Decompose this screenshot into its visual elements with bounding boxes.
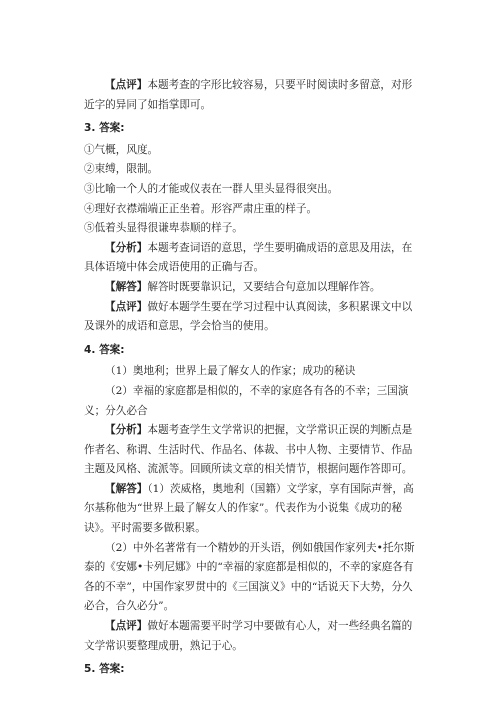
answer-text: （1）茨威格，奥地利（国籍）文学家，享有国际声誉，高尔基称他为“世界上最了解女人的作家”。代表作为小说集《成功的秘诀》。平时需要多做积累。 bbox=[84, 482, 414, 535]
q3-item-3: ③比喻一个人的才能或仪表在一群人里头显得很突出。 bbox=[84, 182, 339, 195]
analysis-text: 本题考查词语的意思，学生要明确成语的意思及用法，在具体语境中体会成语使用的正确与否。 bbox=[84, 241, 413, 274]
q3-item-5: ⑤低着头显得很谦卑恭顺的样子。 bbox=[84, 222, 243, 235]
analysis-text: 本题考查学生文学常识的把握，文学常识正误的判断点是作者名、称谓、生活时代、作品名、体裁、书中人物、主要情节、作品主题及风格、流派等。回顾所读文章的相关情节，根据问题作答即可。 bbox=[84, 424, 413, 476]
comment-paragraph-1 bbox=[84, 76, 420, 115]
comment-tag: 【点评】 bbox=[105, 79, 148, 91]
comment-text: 做好本题学生要在学习过程中认真阅读，多积累课文中以及课外的成语和意思，学会恰当的使用。 bbox=[84, 300, 413, 333]
q4-heading: 4. 答案: bbox=[84, 343, 125, 356]
q5-heading: 5. 答案: bbox=[84, 663, 125, 676]
q3-comment bbox=[84, 298, 420, 337]
q4-analysis bbox=[84, 421, 420, 480]
comment-text: 做好本题需要平时学习中要做有心人，对一些经典名篇的文学常识要整理成册，熟记于心。 bbox=[84, 620, 413, 652]
answer-tag: 【解答】 bbox=[105, 280, 148, 293]
comment-tag: 【点评】 bbox=[105, 300, 148, 313]
q3-item-4: ④理好衣襟端端正正坐着。形容严肃庄重的样子。 bbox=[84, 202, 318, 215]
answer-tag: 【解答】 bbox=[105, 482, 148, 495]
analysis-tag: 【分析】 bbox=[105, 424, 148, 437]
q3-item-1: ①气概，风度。 bbox=[84, 143, 159, 156]
q4-item-2: （2）幸福的家庭都是相似的，不幸的家庭各有各的不幸；三国演义；分久必合 bbox=[84, 384, 409, 417]
q3-heading: 3. 答案: bbox=[84, 122, 125, 135]
comment-tag: 【点评】 bbox=[105, 620, 148, 633]
q4-answer-2: （2）中外名著常有一个精妙的开头语，例如俄国作家列夫•托尔斯泰的《安娜•卡列尼娜》中的“幸福的家庭都是相似的，不幸的家庭各有各的不幸”，中国作家罗贯中的《三国演义》中的“话说天下大势，分久必合，合久必分”。 bbox=[84, 541, 415, 613]
q4-item-1: （1）奥地利；世界上最了解女人的作家；成功的秘诀 bbox=[105, 365, 356, 378]
q3-answer bbox=[84, 278, 420, 298]
comment-text: 本题考查的字形比较容易，只要平时阅读时多留意，对形近字的异同了如指掌即可。 bbox=[84, 79, 413, 111]
q3-item-2: ②束缚，限制。 bbox=[84, 163, 159, 176]
q3-analysis bbox=[84, 239, 420, 278]
analysis-tag: 【分析】 bbox=[105, 241, 148, 254]
q4-comment bbox=[84, 617, 420, 656]
answer-text: 解答时既要靠识记，又要结合句意加以理解作答。 bbox=[147, 280, 381, 293]
q4-answer-1 bbox=[84, 480, 420, 539]
